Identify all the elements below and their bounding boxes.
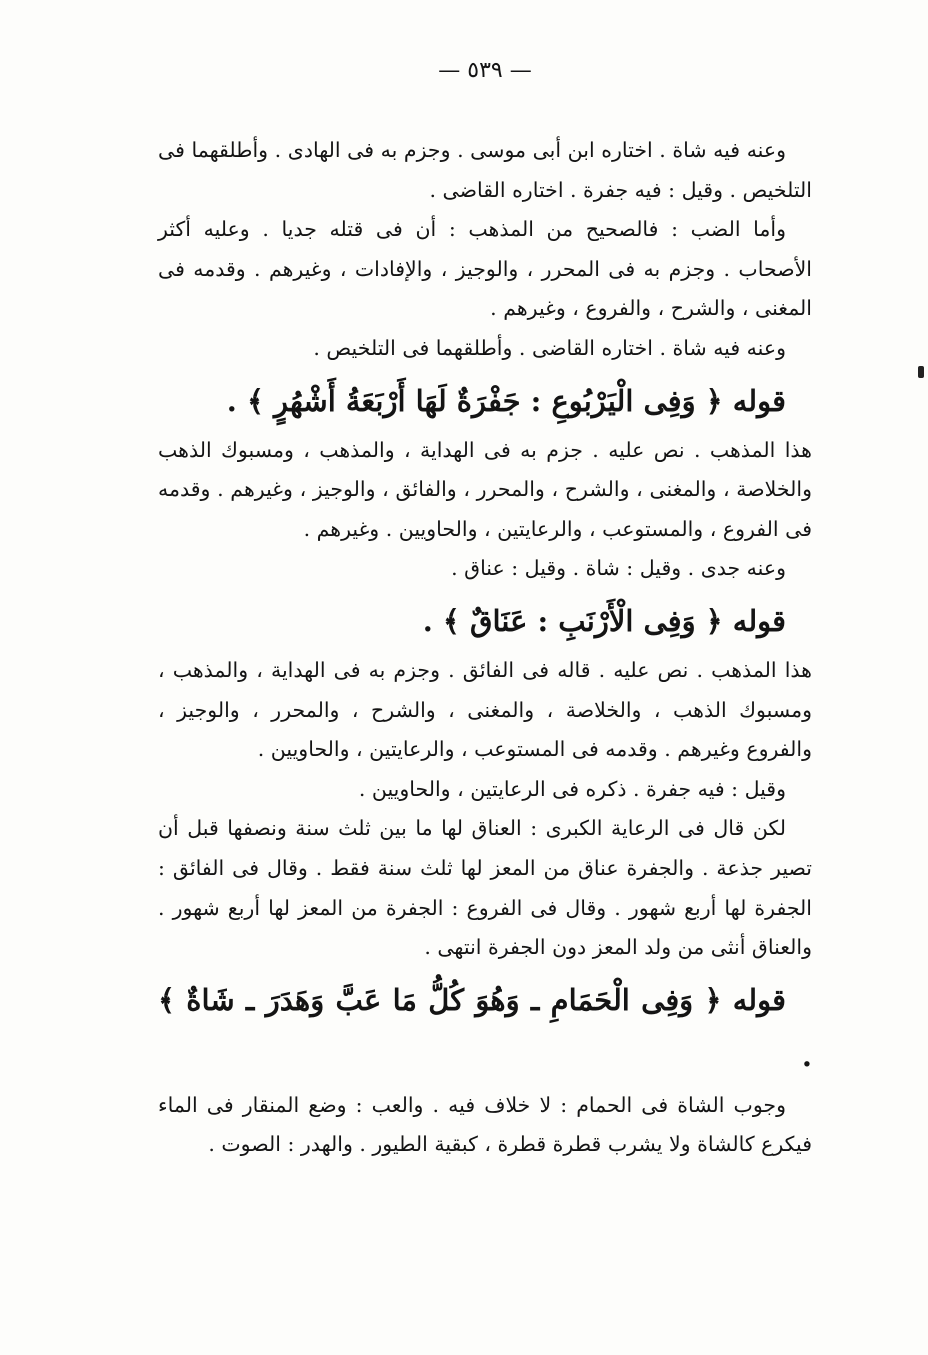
paragraph: وعنه جدى . وقيل : شاة . وقيل : عناق . [451,556,786,581]
paragraph: هذا المذهب . نص عليه . جزم به فى الهداية ، والمذهب ، ومسبوك الذهب والخلاصة ، والمغنى ، والشرح ، والمحرر ، والفائق ، والوجيز ، وغيرهم . وقدمه فى الفروع ، والمستوعب ، والرعايتين ، والحاويين . وغيرهم . [158,437,812,541]
body-text [158,131,812,1165]
scan-speck [918,366,924,378]
paragraph: وعنه فيه شاة . اختاره ابن أبى موسى . وجزم به فى الهادى . وأطلقهما فى التلخيص . وقيل : فيه جفرة . اختاره القاضى . [158,138,812,202]
paragraph: وقيل : فيه جفرة . ذكره فى الرعايتين ، والحاويين . [358,776,786,801]
quoted-heading: قوله ﴿ وَفِى الْيَرْبُوعِ : جَفْرَةٌ لَهَا أَرْبَعَةُ أَشْهُرٍ ﴾ . [226,383,786,418]
paragraph: هذا المذهب . نص عليه . قاله فى الفائق . وجزم به فى الهداية ، والمذهب ، ومسبوك الذهب ، والخلاصة ، والمغنى ، والشرح ، والمحرر ، والوجيز ، والفروع وغيرهم . وقدمه فى المستوعب ، والرعايتين ، والحاويين . [158,657,812,762]
quoted-heading: قوله ﴿ وَفِى الْحَمَامِ ـ وَهُوَ كُلُّ مَا عَبَّ وَهَدَرَ ـ شَاةٌ ﴾ . [158,982,812,1073]
quoted-heading: قوله ﴿ وَفِى الْأَرْنَبِ : عَنَاقٌ ﴾ . [422,603,786,638]
paragraph: وعنه فيه شاة . اختاره القاضى . وأطلقهما فى التلخيص . [313,335,786,360]
paragraph: وجوب الشاة فى الحمام : لا خلاف فيه . والعب : وضع المنقار فى الماء فيكرع كالشاة ولا يشرب قطرة قطرة ، كبقية الطيور . والهدر : الصوت . [158,1092,812,1157]
page-number: — ٥٣٩ — [438,58,532,83]
paragraph: لكن قال فى الرعاية الكبرى : العناق لها ما بين ثلث سنة ونصفها قبل أن تصير جذعة . والجفرة عناق من المعز لها ثلث سنة فقط . وقال فى الفائق : الجفرة لها أربع شهور . وقال فى الفروع : الجفرة من المعز لها أربع شهور . والعناق أنثى من ولد المعز دون الجفرة انتهى . [158,816,812,960]
document-page [158,58,812,1165]
paragraph: وأما الضب : فالصحيح من المذهب : أن فى قتله جديا . وعليه أكثر الأصحاب . وجزم به فى المحرر ، والوجيز ، والإفادات ، وغيرهم . وقدمه فى المغنى ، والشرح ، والفروع ، وغيرهم . [158,217,812,321]
